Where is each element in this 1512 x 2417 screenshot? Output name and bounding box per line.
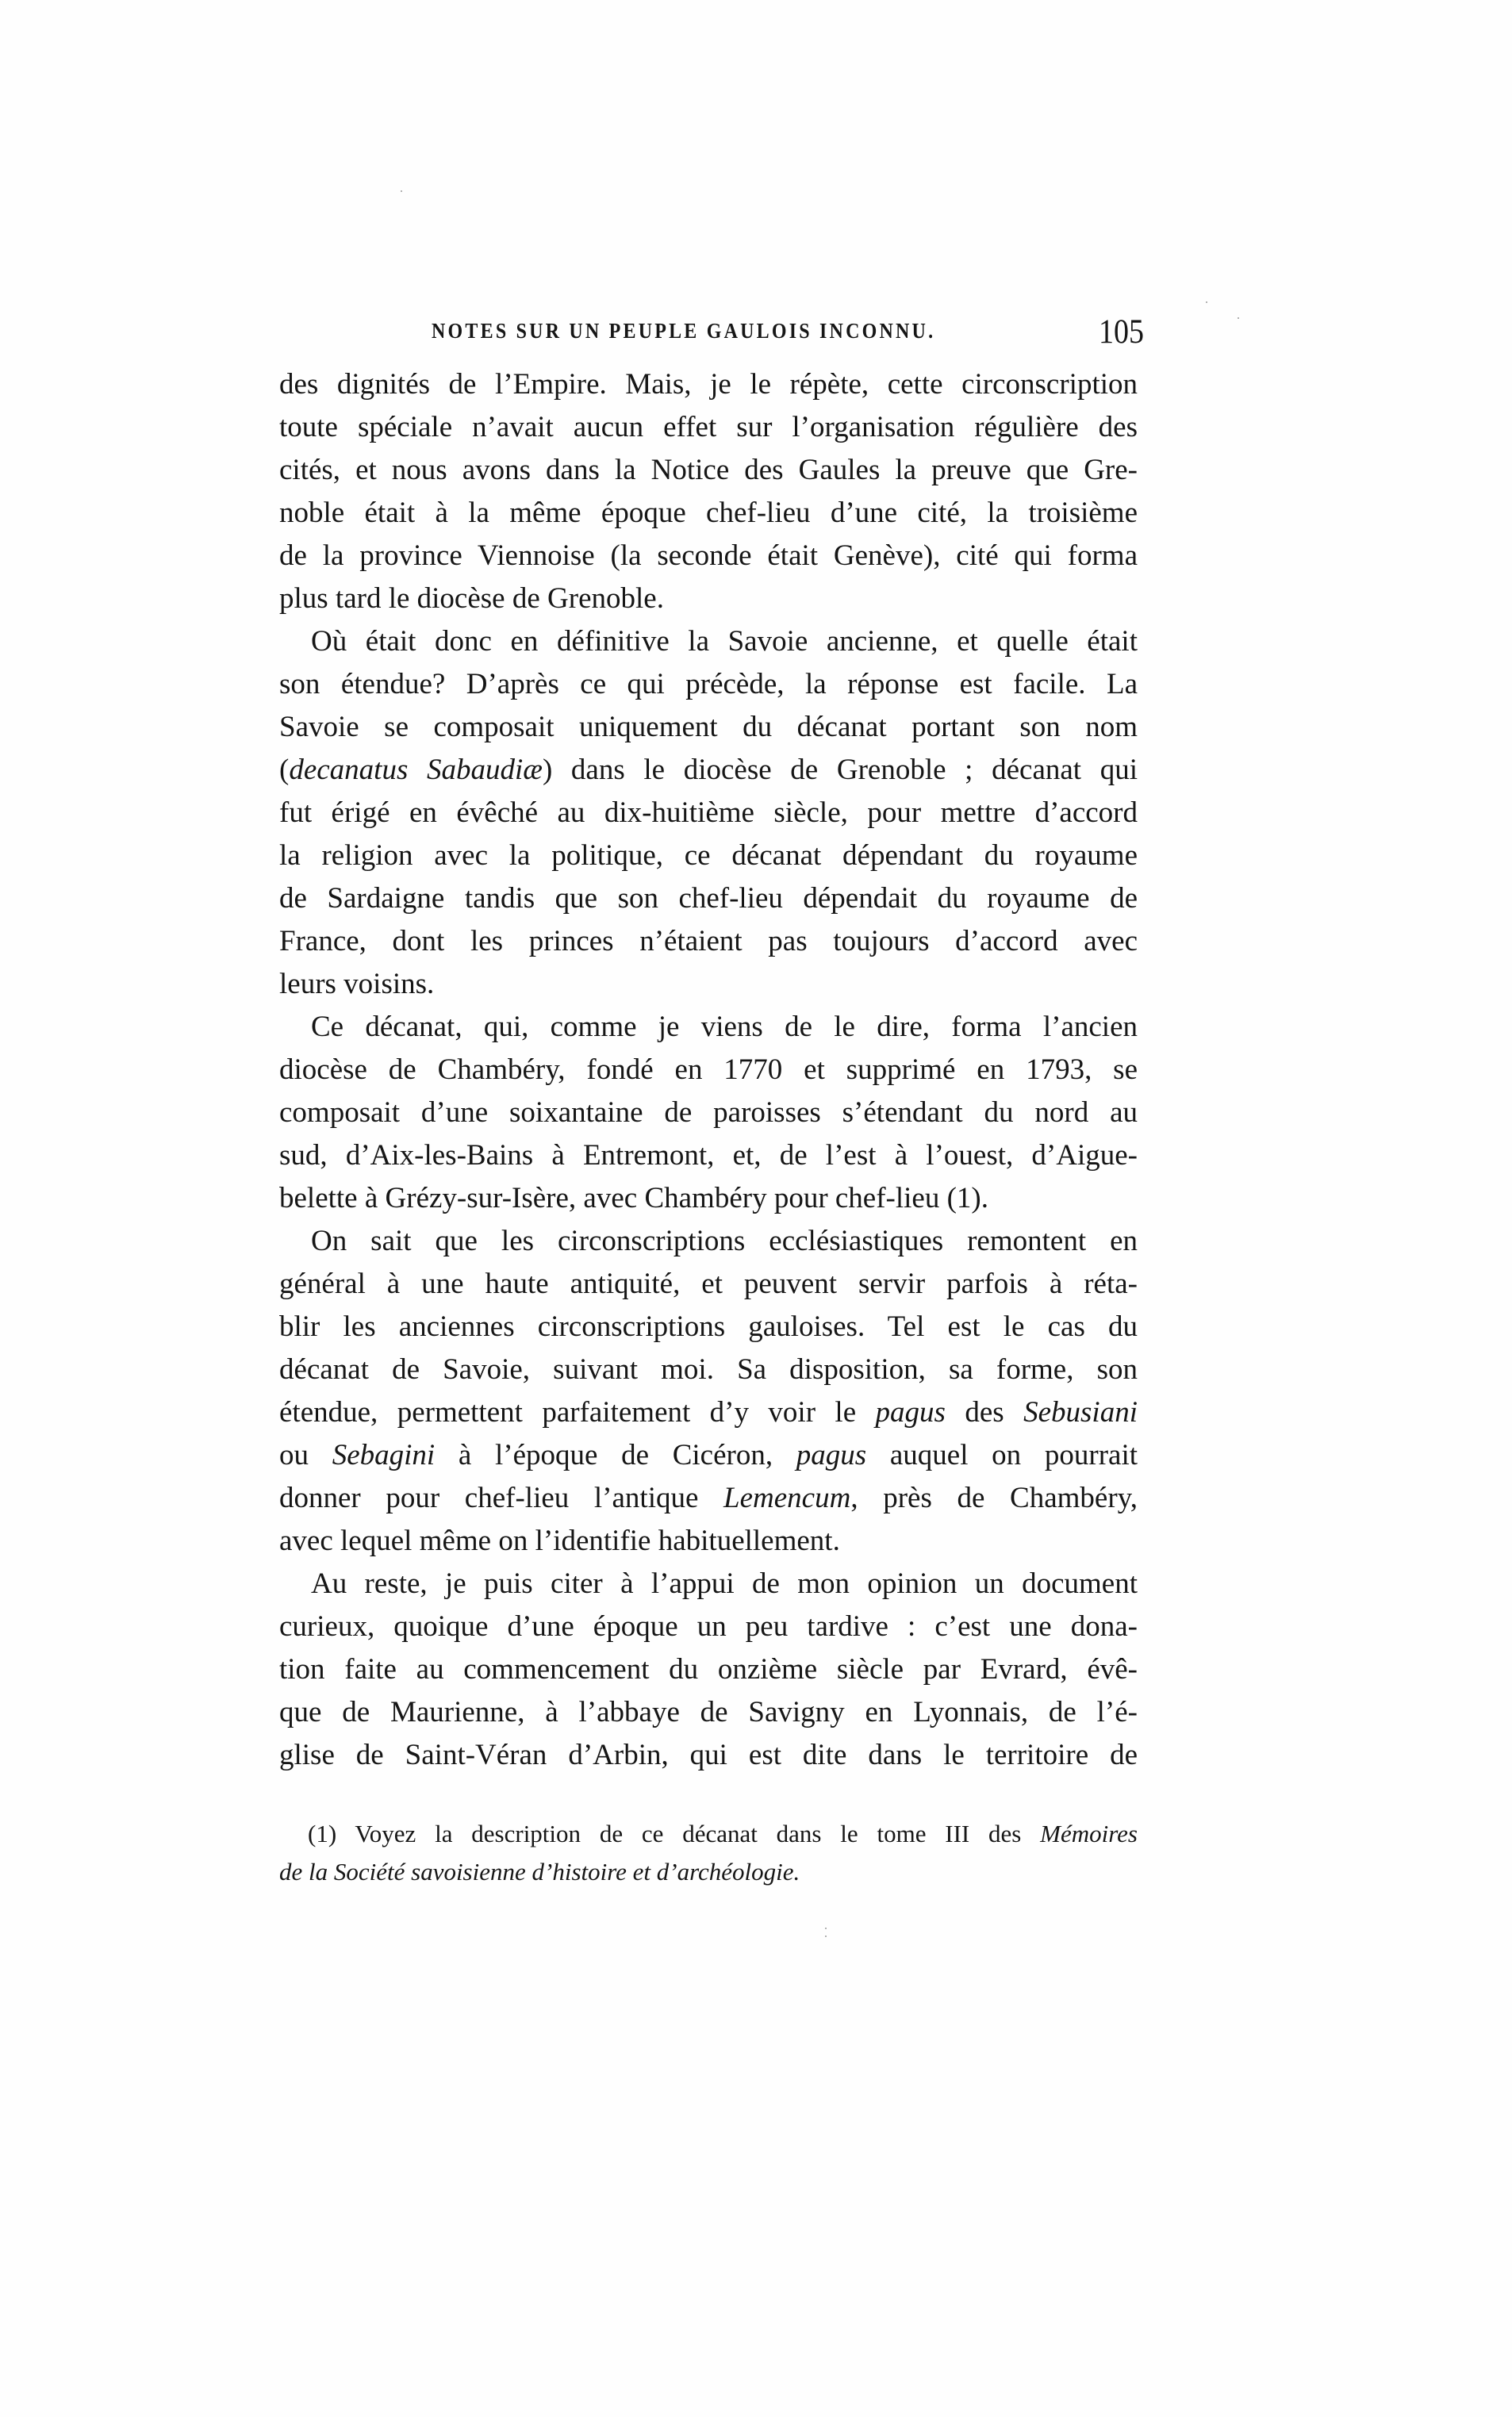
text-line (279, 449, 1138, 492)
text-segment: Au reste, je puis citer à l’appui de mon opinion un document (311, 1567, 1138, 1600)
text-segment: Savoie se composait uniquement du décanat portant son nom (279, 711, 1138, 743)
text-segment: , près de Chambéry, (850, 1482, 1138, 1514)
text-segment: donner pour chef-lieu l’antique (279, 1482, 724, 1514)
text-segment: France, dont les princes n’étaient pas toujours d’accord avec (279, 925, 1138, 957)
text-line (279, 577, 1138, 620)
text-segment: fut érigé en évêché au dix-huitième siècle, pour mettre d’accord (279, 796, 1138, 829)
text-line (279, 492, 1138, 535)
text-segment: belette à Grézy-sur-Isère, avec Chambéry pour chef-lieu (1). (279, 1182, 988, 1214)
text-segment: (1) Voyez la description de ce décanat dans le tome III des (308, 1820, 1041, 1847)
text-line (279, 1263, 1138, 1306)
text-segment: noble était à la même époque chef-lieu d’une cité, la troisième (279, 497, 1138, 529)
text-line (279, 1734, 1138, 1777)
text-segment: avec lequel même on l’identifie habituellement. (279, 1525, 840, 1557)
text-segment: général à une haute antiquité, et peuvent servir parfois à réta- (279, 1268, 1138, 1300)
text-line (279, 1606, 1138, 1648)
text-line (279, 792, 1138, 834)
text-segment: On sait que les circonscriptions ecclésiastiques remontent en (311, 1225, 1138, 1257)
text-segment: ( (279, 754, 290, 786)
running-head (279, 312, 1144, 351)
text-line (279, 834, 1138, 877)
italic-text: Sebagini (332, 1439, 436, 1471)
text-line (279, 1220, 1138, 1263)
text-line (279, 1520, 1138, 1563)
text-segment: curieux, quoique d’une époque un peu tardive : c’est une dona- (279, 1610, 1138, 1643)
text-segment: décanat de Savoie, suivant moi. Sa disposition, sa forme, son (279, 1353, 1138, 1386)
scan-speck (825, 1936, 827, 1937)
text-line (279, 1134, 1138, 1177)
text-segment: tion faite au commencement du onzième siècle par Evrard, évê- (279, 1653, 1138, 1686)
scan-speck (825, 1928, 827, 1929)
scan-speck (1206, 301, 1207, 303)
text-segment: blir les anciennes circonscriptions gauloises. Tel est le cas du (279, 1310, 1138, 1343)
text-segment: sud, d’Aix-les-Bains à Entremont, et, de l’est à l’ouest, d’Aigue- (279, 1139, 1138, 1172)
text-segment: de la province Viennoise (la seconde était Genève), cité qui forma (279, 539, 1138, 572)
text-line (279, 1563, 1138, 1606)
footnote-line (279, 1853, 1138, 1891)
text-line (279, 363, 1138, 406)
text-segment: toute spéciale n’avait aucun effet sur l’organisation régulière des (279, 411, 1138, 443)
running-title: NOTES SUR UN PEUPLE GAULOIS INCONNU. (432, 320, 936, 343)
text-segment: cités, et nous avons dans la Notice des Gaules la preuve que Gre- (279, 454, 1138, 486)
text-line (279, 1049, 1138, 1091)
footnote-line (279, 1815, 1138, 1853)
italic-text: de la Société savoisienne d’histoire et d’archéologie. (279, 1858, 800, 1886)
text-line (279, 1477, 1138, 1520)
text-segment: Ce décanat, qui, comme je viens de le dire, forma l’ancien (311, 1011, 1138, 1043)
scan-speck (1238, 317, 1239, 319)
text-segment: composait d’une soixantaine de paroisses s’étendant du nord au (279, 1096, 1138, 1129)
text-line (279, 1648, 1138, 1691)
text-segment: auquel on pourrait (866, 1439, 1138, 1471)
text-line (279, 620, 1138, 663)
text-segment: que de Maurienne, à l’abbaye de Savigny en Lyonnais, de l’é- (279, 1696, 1138, 1728)
italic-text: Mémoires (1040, 1820, 1138, 1847)
text-line (279, 1349, 1138, 1391)
text-segment: de Sardaigne tandis que son chef-lieu dépendait du royaume de (279, 882, 1138, 915)
text-line (279, 1306, 1138, 1349)
italic-text: Sebusiani (1023, 1396, 1138, 1429)
text-segment: à l’époque de Cicéron, (435, 1439, 796, 1471)
text-segment: des dignités de l’Empire. Mais, je le répète, cette circonscription (279, 368, 1138, 401)
text-line (279, 963, 1138, 1006)
page-number: 105 (1099, 312, 1144, 351)
body-text (279, 363, 1138, 1777)
text-segment: diocèse de Chambéry, fondé en 1770 et supprimé en 1793, se (279, 1053, 1138, 1086)
text-segment: la religion avec la politique, ce décanat dépendant du royaume (279, 839, 1138, 872)
text-line (279, 920, 1138, 963)
text-line (279, 406, 1138, 449)
text-segment: glise de Saint-Véran d’Arbin, qui est dite dans le territoire de (279, 1739, 1138, 1771)
text-segment: plus tard le diocèse de Grenoble. (279, 582, 664, 615)
text-line (279, 1691, 1138, 1734)
text-line (279, 1177, 1138, 1220)
text-line (279, 663, 1138, 706)
text-line (279, 535, 1138, 577)
text-segment: des (945, 1396, 1024, 1429)
footnotes (279, 1815, 1138, 1891)
text-segment: ou (279, 1439, 332, 1471)
text-line (279, 706, 1138, 749)
text-segment: ) dans le diocèse de Grenoble ; décanat qui (542, 754, 1138, 786)
text-line (279, 1006, 1138, 1049)
text-line (279, 1091, 1138, 1134)
text-segment: leurs voisins. (279, 968, 435, 1000)
text-segment: Où était donc en définitive la Savoie ancienne, et quelle était (311, 625, 1138, 658)
text-segment: son étendue? D’après ce qui précède, la réponse est facile. La (279, 668, 1138, 700)
text-line (279, 749, 1138, 792)
italic-text: pagus (875, 1396, 946, 1429)
italic-text: Lemencum (723, 1482, 851, 1514)
scan-speck (401, 190, 402, 192)
italic-text: pagus (796, 1439, 867, 1471)
text-line (279, 877, 1138, 920)
italic-text: decanatus Sabaudiæ (289, 754, 543, 786)
text-segment: étendue, permettent parfaitement d’y voir le (279, 1396, 876, 1429)
text-line (279, 1391, 1138, 1434)
text-line (279, 1434, 1138, 1477)
